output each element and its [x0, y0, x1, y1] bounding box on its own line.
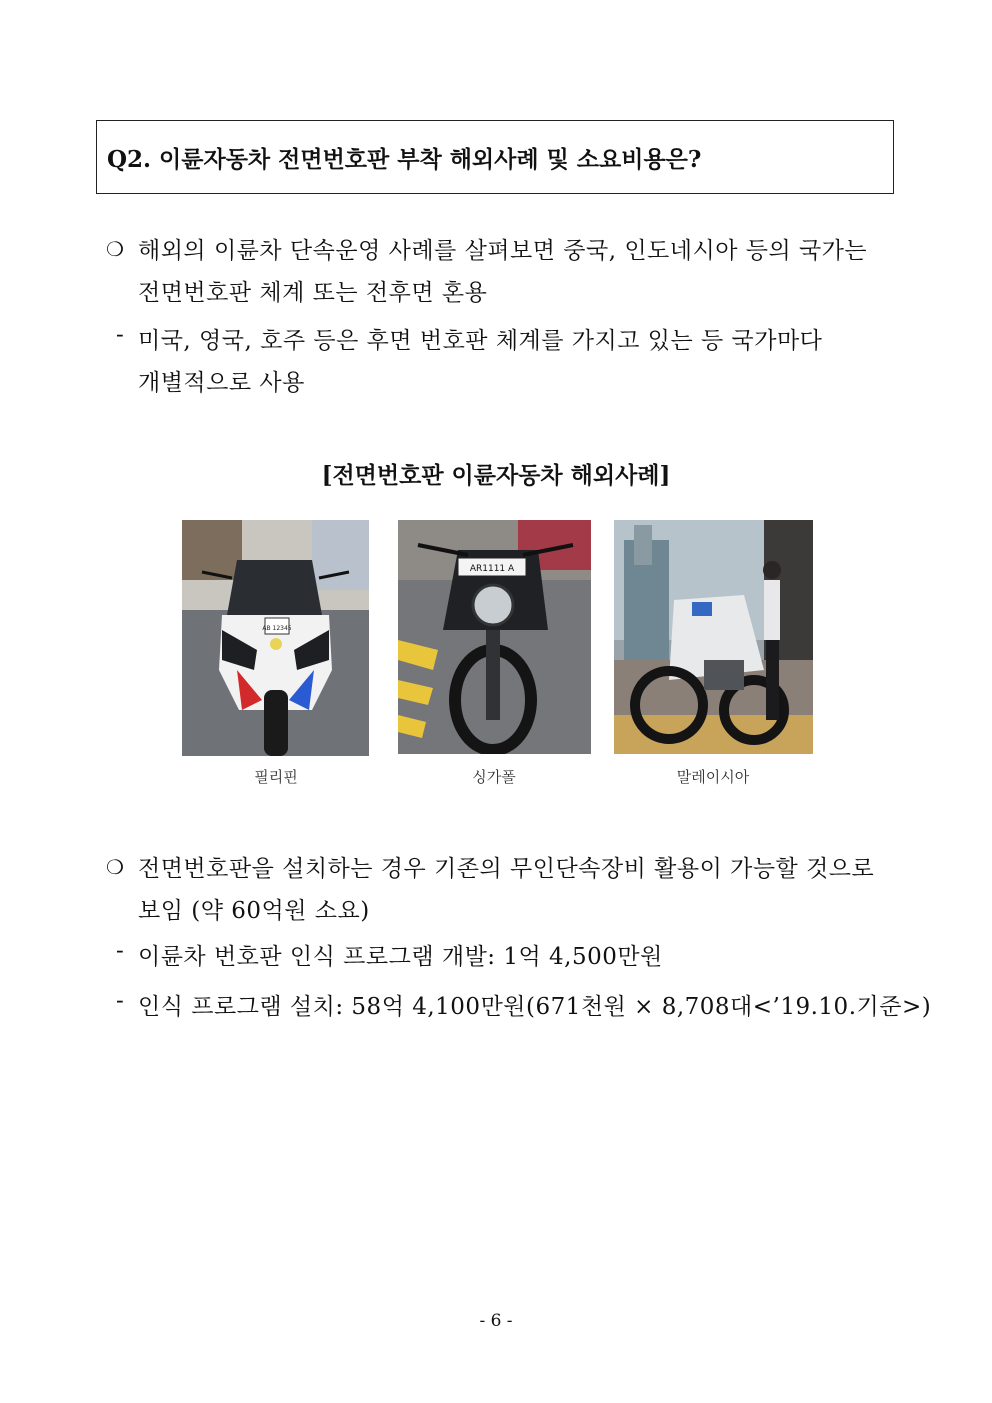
dash-marker: -: [116, 322, 124, 348]
paragraph-line: 인식 프로그램 설치: 58억 4,100만원(671천원 × 8,708대<’19.10.기준>): [138, 994, 932, 1020]
photo-label: 말레이시아: [676, 768, 750, 786]
photo-malaysia: [614, 520, 813, 754]
paragraph-line: 보임 (약 60억원 소요): [138, 898, 370, 924]
motorcycle-illustration: [398, 520, 591, 754]
paragraph-line: 전면번호판을 설치하는 경우 기존의 무인단속장비 활용이 가능할 것으로: [138, 856, 875, 882]
police-motorcycle-illustration: [614, 520, 813, 754]
bullet-icon: ❍: [106, 237, 124, 261]
paragraph-line: 미국, 영국, 호주 등은 후면 번호판 체계를 가지고 있는 등 국가마다: [138, 328, 823, 354]
dash-marker: -: [116, 938, 124, 964]
question-title: Q2. 이륜자동차 전면번호판 부착 해외사례 및 소요비용은?: [107, 146, 702, 173]
photo-singapore: [398, 520, 591, 754]
page-number: - 6 -: [479, 1311, 513, 1331]
question-box: [96, 120, 894, 194]
dash-marker: -: [116, 988, 124, 1014]
scooter-illustration: [182, 520, 369, 756]
paragraph-line: 개별적으로 사용: [138, 370, 305, 396]
paragraph-line: 해외의 이륜차 단속운영 사례를 살펴보면 중국, 인도네시아 등의 국가는: [138, 238, 868, 264]
paragraph-line: 전면번호판 체계 또는 전후면 혼용: [138, 280, 488, 306]
figure-title: [전면번호판 이륜자동차 해외사례]: [321, 462, 671, 489]
photo-label: 싱가폴: [472, 768, 516, 786]
bullet-icon: ❍: [106, 855, 124, 879]
plate-text: AB 12345: [262, 625, 292, 632]
photo-philippines: [182, 520, 369, 756]
photo-label: 필리핀: [254, 768, 298, 786]
paragraph-line: 이륜차 번호판 인식 프로그램 개발: 1억 4,500만원: [138, 944, 663, 970]
plate-text: AR1111 A: [469, 564, 515, 574]
